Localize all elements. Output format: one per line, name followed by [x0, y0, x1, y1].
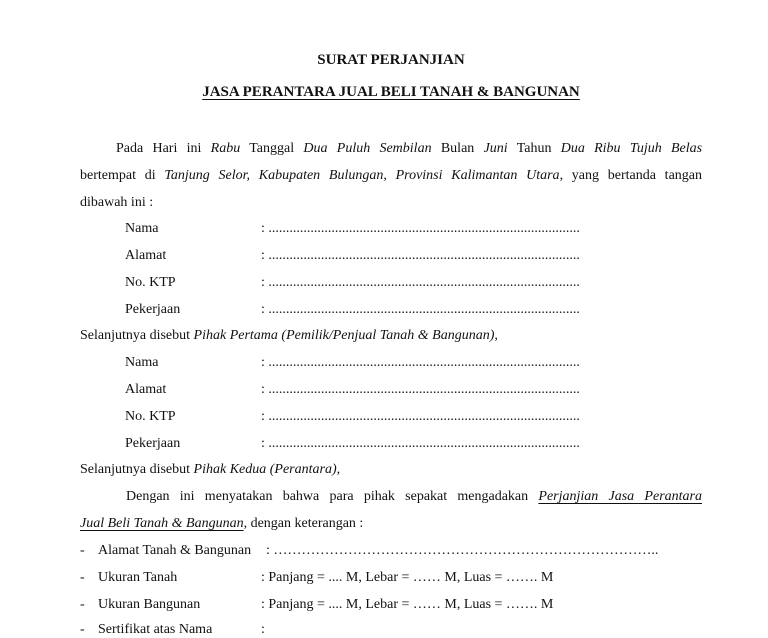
intro-text: Pada Hari ini	[116, 141, 202, 156]
intro-text: , yang bertanda tangan	[559, 168, 703, 183]
intro-month: Juni	[483, 141, 508, 156]
agreement-title-part: Perjanjian Jasa Perantara	[538, 489, 702, 504]
agreement-line-2	[80, 516, 702, 532]
party1-field-label: Nama	[125, 221, 159, 236]
party1-role: Pihak Pertama (Pemilik/Penjual Tanah & Bangunan),	[193, 328, 498, 343]
party2-field-label: Nama	[125, 355, 159, 370]
intro-year: Dua Ribu Tujuh Belas	[560, 141, 703, 156]
party1-field-label: Pekerjaan	[125, 302, 181, 317]
subtitle-text: JASA PERANTARA JUAL BELI TANAH & BANGUNAN	[202, 84, 580, 100]
intro-text: Bulan	[440, 141, 475, 156]
bullet-value: : ………………………………………………………………………..	[266, 543, 659, 558]
intro-text: bertempat di	[80, 168, 156, 183]
intro-text: Tanggal	[249, 141, 295, 156]
party2-role: Pihak Kedua (Perantara),	[193, 462, 341, 477]
bullet-dash: -	[80, 622, 85, 637]
agreement-text: , dengan keterangan :	[243, 516, 364, 531]
party2-field-value: : .........................................................................................	[261, 409, 580, 424]
intro-line-2	[80, 168, 702, 184]
party1-field-label: Alamat	[125, 248, 167, 263]
agreement-line-1	[80, 489, 702, 505]
party2-field-label: No. KTP	[125, 409, 176, 424]
party1-field-value: : .........................................................................................	[261, 248, 580, 263]
party1-field-value: : .........................................................................................	[261, 302, 580, 317]
intro-place: Tanjung Selor, Kabupaten Bulungan, Provinsi Kalimantan Utara	[164, 168, 560, 183]
bullet-dash: -	[80, 543, 85, 558]
party1-field-value: : .........................................................................................	[261, 221, 580, 236]
document-subtitle	[0, 84, 768, 101]
bullet-label: Ukuran Tanah	[98, 570, 178, 585]
intro-line-3: dibawah ini :	[80, 195, 154, 210]
bullet-label: Alamat Tanah & Bangunan	[98, 543, 252, 558]
intro-line-1	[80, 141, 702, 157]
party2-field-label: Alamat	[125, 382, 167, 397]
party2-field-label: Pekerjaan	[125, 436, 181, 451]
agreement-title-part: Jual Beli Tanah & Bangunan	[80, 516, 244, 531]
party1-field-value: : .........................................................................................	[261, 275, 580, 290]
bullet-label: Sertifikat atas Nama	[98, 622, 213, 637]
document-title: SURAT PERJANJIAN	[317, 52, 465, 68]
intro-day: Rabu	[210, 141, 241, 156]
agreement-text: Dengan ini menyatakan bahwa para pihak sepakat mengadakan	[126, 489, 529, 504]
party1-role-line	[80, 328, 702, 344]
bullet-dash: -	[80, 570, 85, 585]
party1-field-label: No. KTP	[125, 275, 176, 290]
bullet-value: : Panjang = .... M, Lebar = …… M, Luas = ……. M	[261, 570, 554, 585]
party1-prefix: Selanjutnya disebut	[80, 328, 191, 343]
bullet-dash: -	[80, 597, 85, 612]
bullet-value: : Panjang = .... M, Lebar = …… M, Luas = ……. M	[261, 597, 554, 612]
bullet-value: :	[261, 622, 265, 637]
party2-field-value: : .........................................................................................	[261, 355, 580, 370]
intro-text: Tahun	[516, 141, 552, 156]
party2-field-value: : .........................................................................................	[261, 382, 580, 397]
party2-role-line	[80, 462, 702, 478]
party2-prefix: Selanjutnya disebut	[80, 462, 191, 477]
party2-field-value: : .........................................................................................	[261, 436, 580, 451]
bullet-label: Ukuran Bangunan	[98, 597, 201, 612]
intro-date: Dua Puluh Sembilan	[303, 141, 432, 156]
